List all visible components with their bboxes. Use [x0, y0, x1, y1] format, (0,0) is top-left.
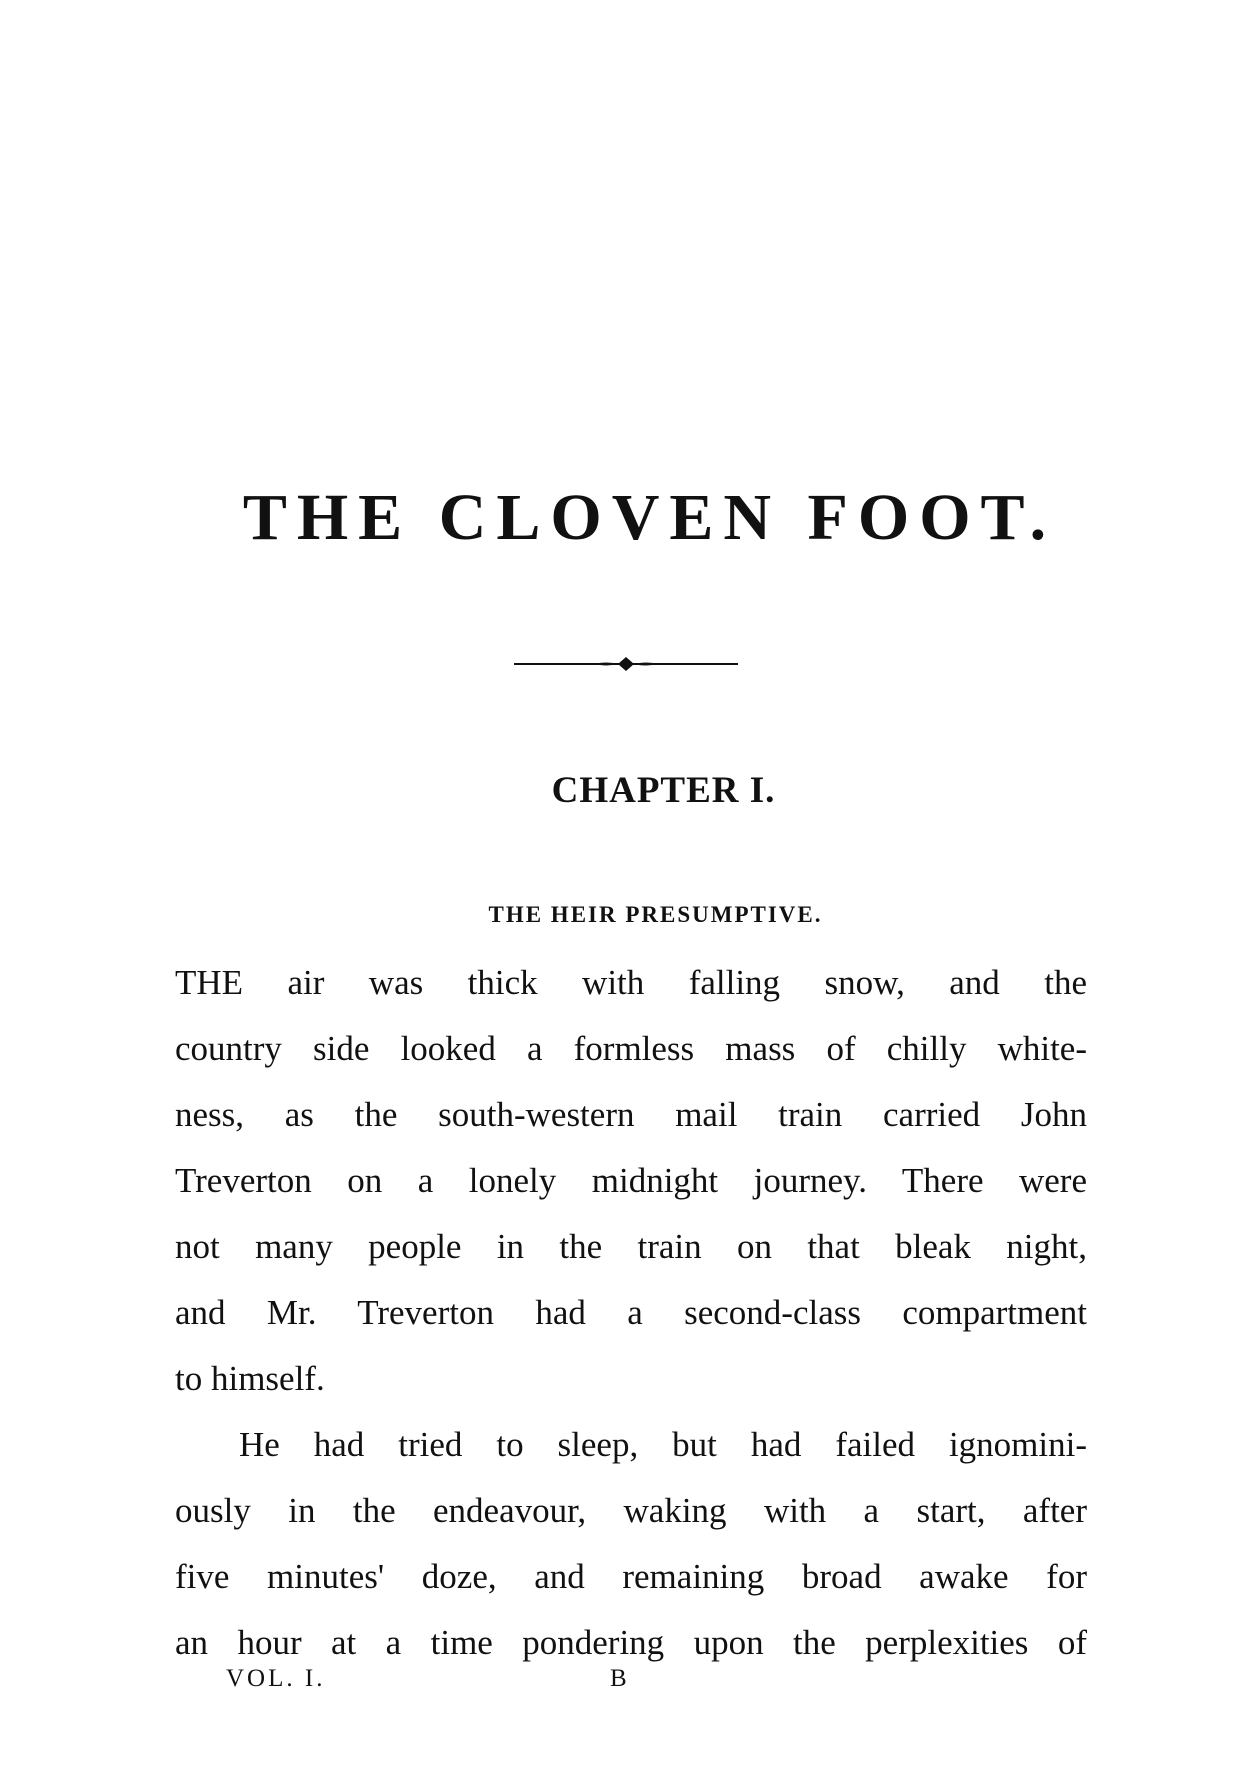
ornamental-rule	[514, 652, 738, 676]
book-title: THE CLOVEN FOOT.	[242, 481, 1057, 554]
text-line: ness, as the south-western mail train carried John	[175, 1095, 1087, 1134]
text-line: to himself.	[175, 1359, 325, 1398]
text-line: an hour at a time pondering upon the perplexities of	[175, 1623, 1087, 1662]
text-line: and Mr. Treverton had a second-class compartment	[175, 1293, 1087, 1332]
text-line: not many people in the train on that bleak night,	[175, 1227, 1087, 1266]
text-line: country side looked a formless mass of chilly white-	[175, 1029, 1087, 1068]
text-line: He had tried to sleep, but had failed ignomini-	[239, 1425, 1087, 1464]
body-text	[175, 950, 1087, 1676]
signature-mark: B	[610, 1665, 627, 1692]
volume-label: VOL. I.	[226, 1665, 326, 1692]
chapter-number: CHAPTER I.	[551, 770, 776, 811]
chapter-title: THE HEIR PRESUMPTIVE.	[488, 902, 823, 927]
text-line: Treverton on a lonely midnight journey. There were	[175, 1161, 1087, 1200]
text-line: ously in the endeavour, waking with a start, after	[175, 1491, 1087, 1530]
text-line: five minutes' doze, and remaining broad awake for	[175, 1557, 1087, 1596]
paragraph-2	[175, 1412, 1087, 1676]
text-line: THE air was thick with falling snow, and the	[175, 963, 1087, 1002]
paragraph-1	[175, 950, 1087, 1412]
